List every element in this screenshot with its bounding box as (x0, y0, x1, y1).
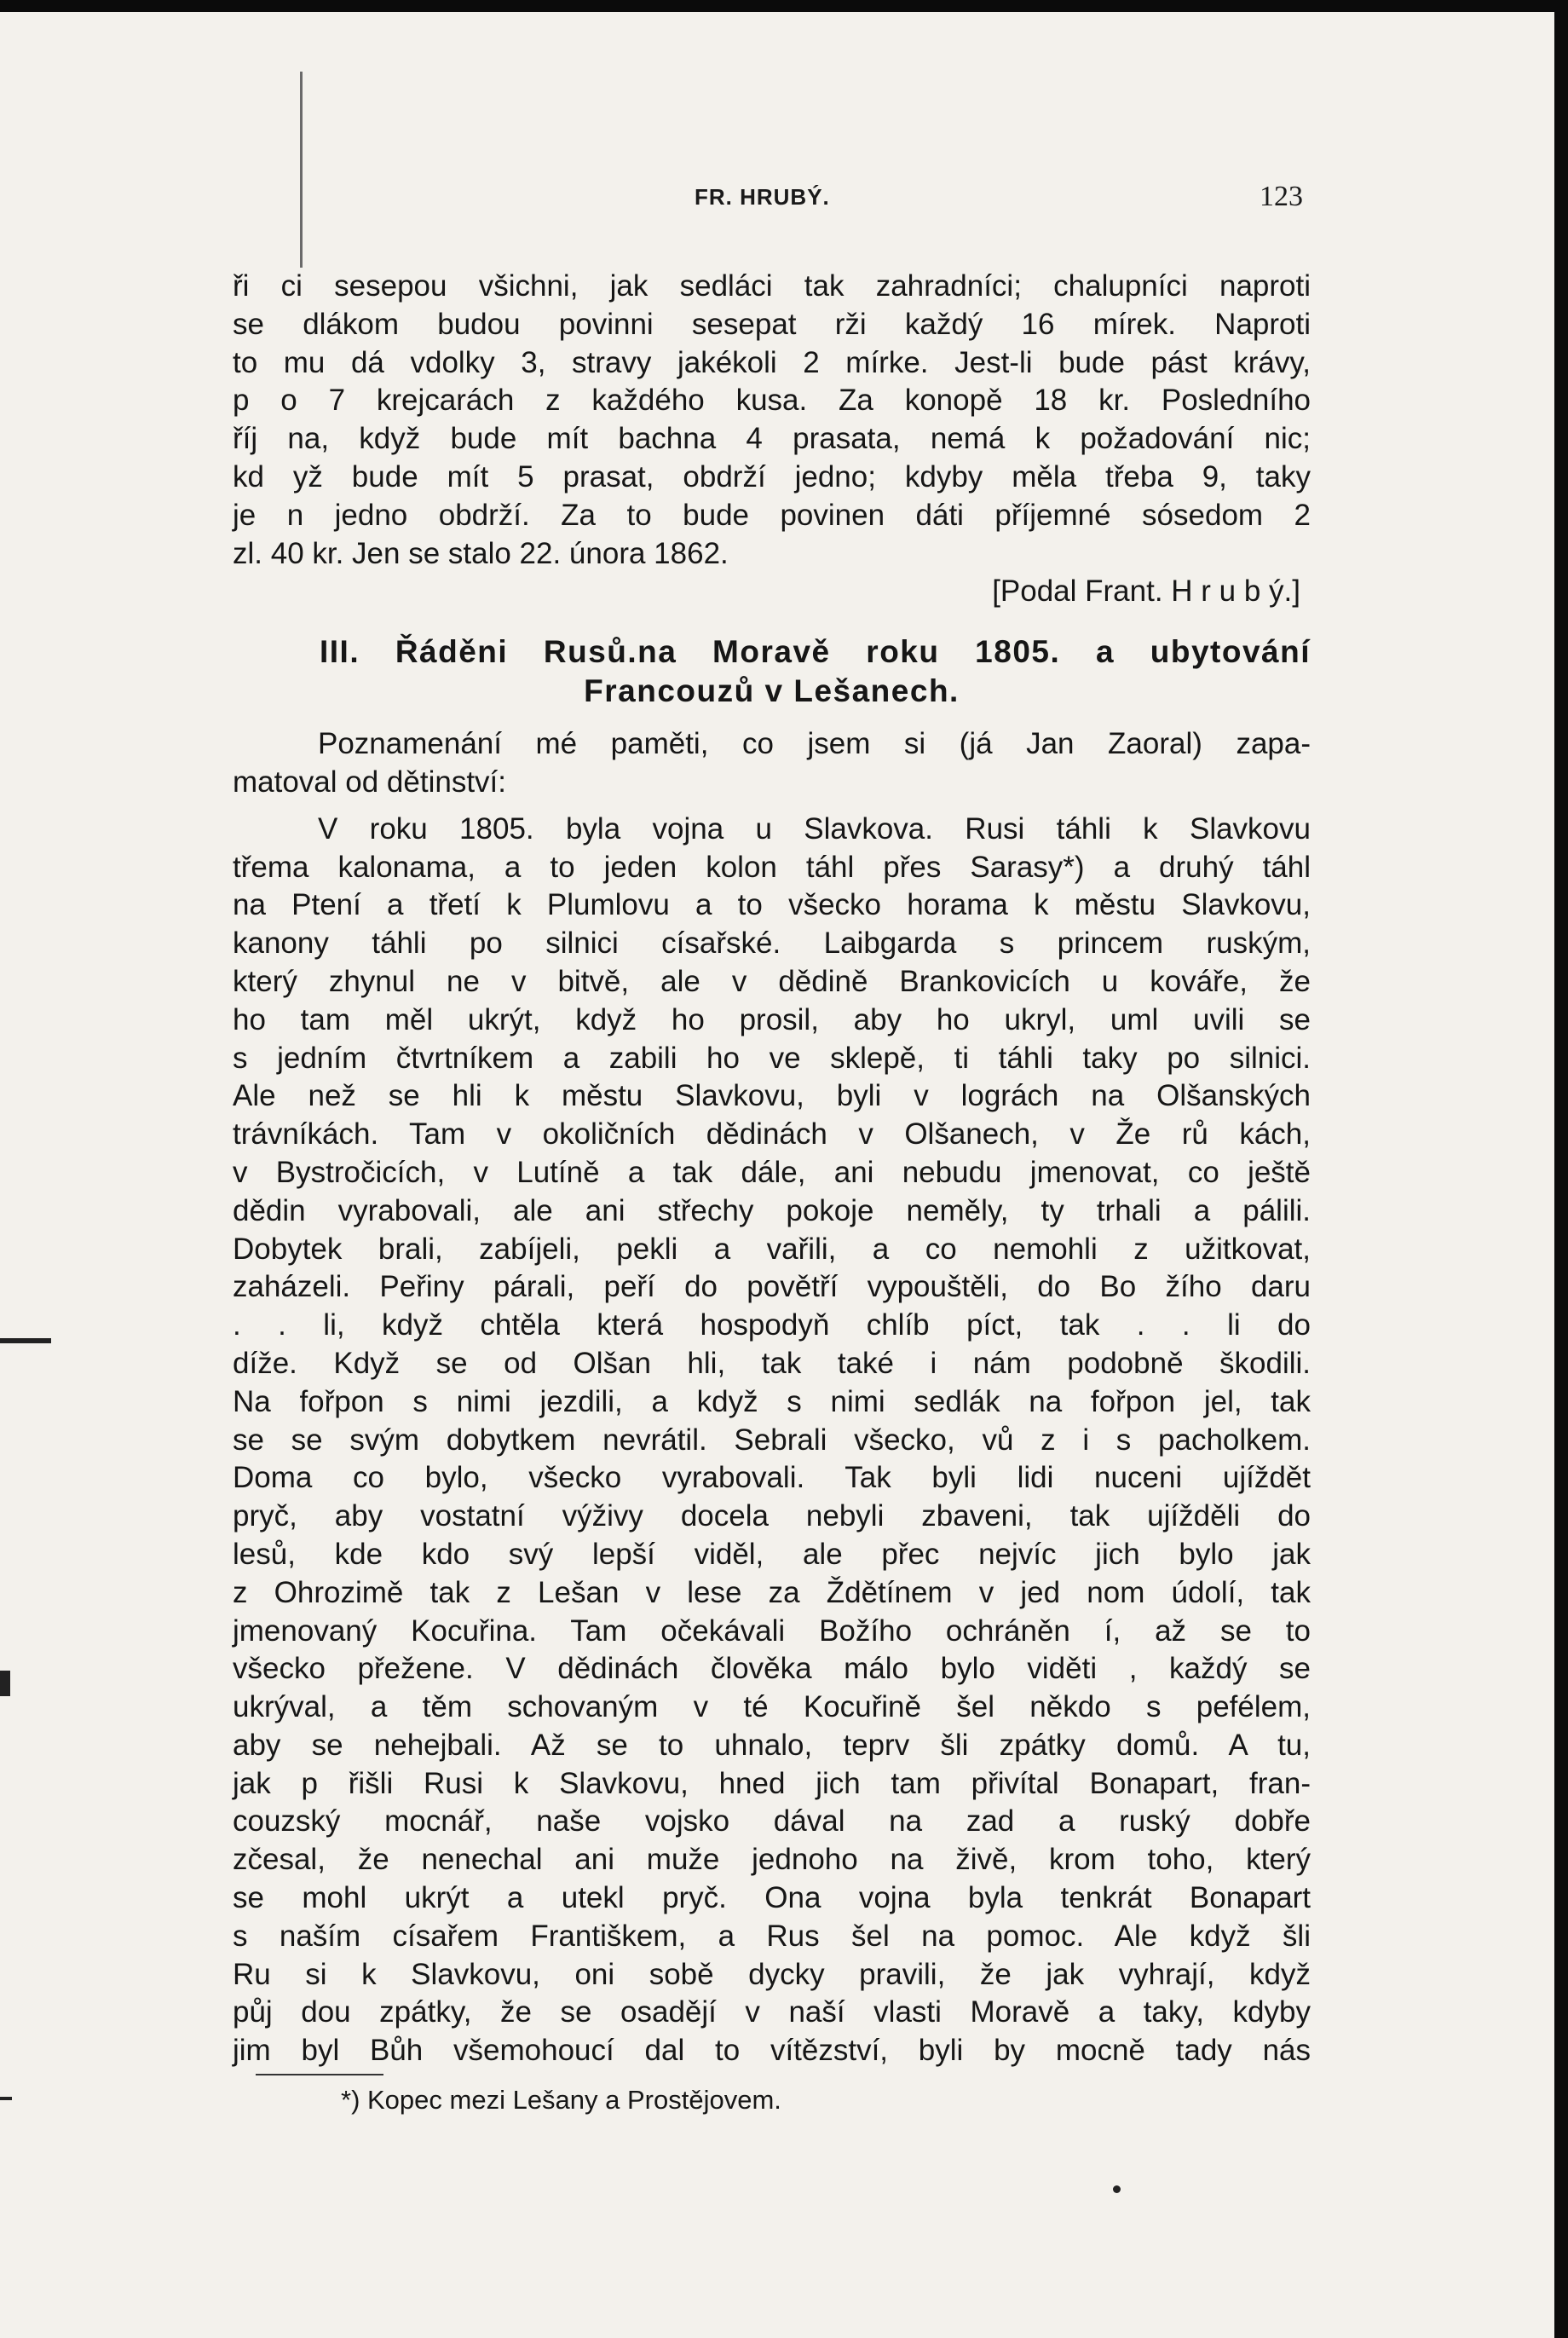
intro-line: matoval od dětinství: (233, 765, 506, 799)
scan-edge-mark (0, 1671, 10, 1696)
text-line: s jedním čtvrtníkem a zabili ho ve sklepě, ti táhli taky po silnici. (233, 1041, 1311, 1075)
text-line: jim byl Bůh všemohoucí dal to vítězství, byli by mocně tady nás (233, 2034, 1311, 2068)
text-line: ho tam měl ukrýt, když ho prosil, aby ho ukryl, uml uvili se (233, 1002, 1311, 1036)
text-line: Dobytek brali, zabíjeli, pekli a vařili, a co nemohli z užitkovat, (233, 1232, 1311, 1266)
text-line: trávníkách. Tam v okoličních dědinách v Olšanech, v Že rů kách, (233, 1117, 1311, 1152)
text-line: se mohl ukrýt a utekl pryč. Ona vojna byla tenkrát Bonapart (233, 1881, 1311, 1915)
text-line: v Bystročicích, v Lutíně a tak dále, ani nebudu jmenovat, co ještě (233, 1155, 1311, 1189)
text-line: na Ptení a třetí k Plumlovu a to všecko horama k městu Slavkovu, (233, 888, 1311, 922)
text-line: Doma co bylo, všecko vyrabovali. Tak byli lidi nuceni ujíždět (233, 1461, 1311, 1495)
text-line: zaházeli. Peřiny párali, peří do povětří vypouštěli, do Bo žího daru (233, 1270, 1311, 1304)
text-line: třema kalonama, a to jeden kolon táhl přes Sarasy*) a druhý táhl (233, 850, 1311, 884)
section-one (233, 268, 1311, 611)
text-line: jmenovaný Kocuřina. Tam očekávali Božího ochráněn í, až se to (233, 1614, 1311, 1648)
text-line: lesů, kde kdo svý lepší viděl, ale přec nejvíc jich bylo jak (233, 1537, 1311, 1571)
text-line: s naším císařem Františkem, a Rus šel na pomoc. Ale když šli (233, 1919, 1311, 1953)
text-line: zl. 40 kr. Jen se stalo 22. února 1862. (233, 536, 729, 570)
text-line: to mu dá vdolky 3, stravy jakékoli 2 mírke. Jest-li bude pást krávy, (233, 345, 1311, 379)
text-line: všecko přežene. V dědinách člověka málo bylo viděti , každý se (233, 1652, 1311, 1686)
section-heading-line2: Francouzů v Lešanech. (584, 673, 960, 709)
margin-line (300, 72, 303, 268)
text-line: . . li, když chtěla která hospodyň chlíb píct, tak . . li do (233, 1308, 1311, 1342)
intro-line: Poznamenání mé paměti, co jsem si (já Jan Zaoral) zapa- (318, 727, 1311, 761)
scan-edge-mark (0, 1338, 51, 1343)
page-number: 123 (1260, 181, 1303, 212)
text-line: couzský mocnář, naše vojsko dával na zad a ruský dobře (233, 1804, 1311, 1839)
text-line: p o 7 krejcarách z každého kusa. Za konopě 18 kr. Posledního (233, 384, 1311, 418)
text-line: zčesal, že nenechal ani muže jednoho na živě, krom toho, který (233, 1843, 1311, 1877)
text-line: říj na, když bude mít bachna 4 prasata, nemá k požadování nic; (233, 422, 1311, 456)
text-line: se dlákom budou povinni sesepat rži každý 16 mírek. Naproti (233, 307, 1311, 341)
book-page (0, 12, 1554, 2338)
text-line: je n jedno obdrží. Za to bude povinen dáti příjemné sósedom 2 (233, 498, 1311, 532)
page-body (233, 268, 1311, 2070)
text-line: Ru si k Slavkovu, oni sobě dycky pravili, že jak vyhrají, když (233, 1957, 1311, 1991)
text-line: z Ohrozimě tak z Lešan v lese za Ždětínem v jed nom údolí, tak (233, 1575, 1311, 1609)
text-line: kanony táhli po silnici císařské. Laibgarda s princem ruským, (233, 927, 1311, 961)
text-line: půj dou zpátky, že se osadějí v naší vlasti Moravě a taky, kdyby (233, 1995, 1311, 2029)
scan-edge-mark (0, 2097, 12, 2100)
signature: [Podal Frant. H r u b ý.] (992, 574, 1300, 609)
footnote-rule (256, 2074, 383, 2075)
ink-speck (1113, 2185, 1121, 2193)
text-line: Ale než se hli k městu Slavkovu, byli v lográch na Olšanských (233, 1079, 1311, 1113)
text-line: ukrýval, a těm schovaným v té Kocuřině šel někdo s pefélem, (233, 1690, 1311, 1724)
text-line: který zhynul ne v bitvě, ale v dědině Brankovicích u kováře, že (233, 964, 1311, 998)
text-line: ři ci sesepou všichni, jak sedláci tak zahradníci; chalupníci naproti (233, 269, 1311, 303)
text-line: kd yž bude mít 5 prasat, obdrží jedno; kdyby měla třeba 9, taky (233, 459, 1311, 494)
footnote: *) Kopec mezi Lešany a Prostějovem. (341, 2085, 781, 2115)
running-head: FR. HRUBÝ. (695, 184, 830, 210)
section-two (233, 633, 1311, 2070)
text-line: aby se nehejbali. Až se to uhnalo, teprv šli zpátky domů. A tu, (233, 1728, 1311, 1762)
text-line: pryč, aby vostatní výživy docela nebyli zbaveni, tak ujížděli do (233, 1499, 1311, 1533)
text-line: Na fořpon s nimi jezdili, a když s nimi sedlák na fořpon jel, tak (233, 1384, 1311, 1418)
section-heading: III. Řáděni Rusů.na Moravě roku 1805. a ubytování (320, 634, 1311, 670)
text-line: díže. Když se od Olšan hli, tak také i nám podobně škodili. (233, 1346, 1311, 1380)
text-line: V roku 1805. byla vojna u Slavkova. Rusi táhli k Slavkovu (318, 811, 1311, 846)
text-line: jak p řišli Rusi k Slavkovu, hned jich tam přivítal Bonapart, fran- (233, 1766, 1311, 1800)
text-line: se se svým dobytkem nevrátil. Sebrali všecko, vů z i s pacholkem. (233, 1423, 1311, 1457)
text-line: dědin vyrabovali, ale ani střechy pokoje neměly, ty trhali a pálili. (233, 1193, 1311, 1227)
